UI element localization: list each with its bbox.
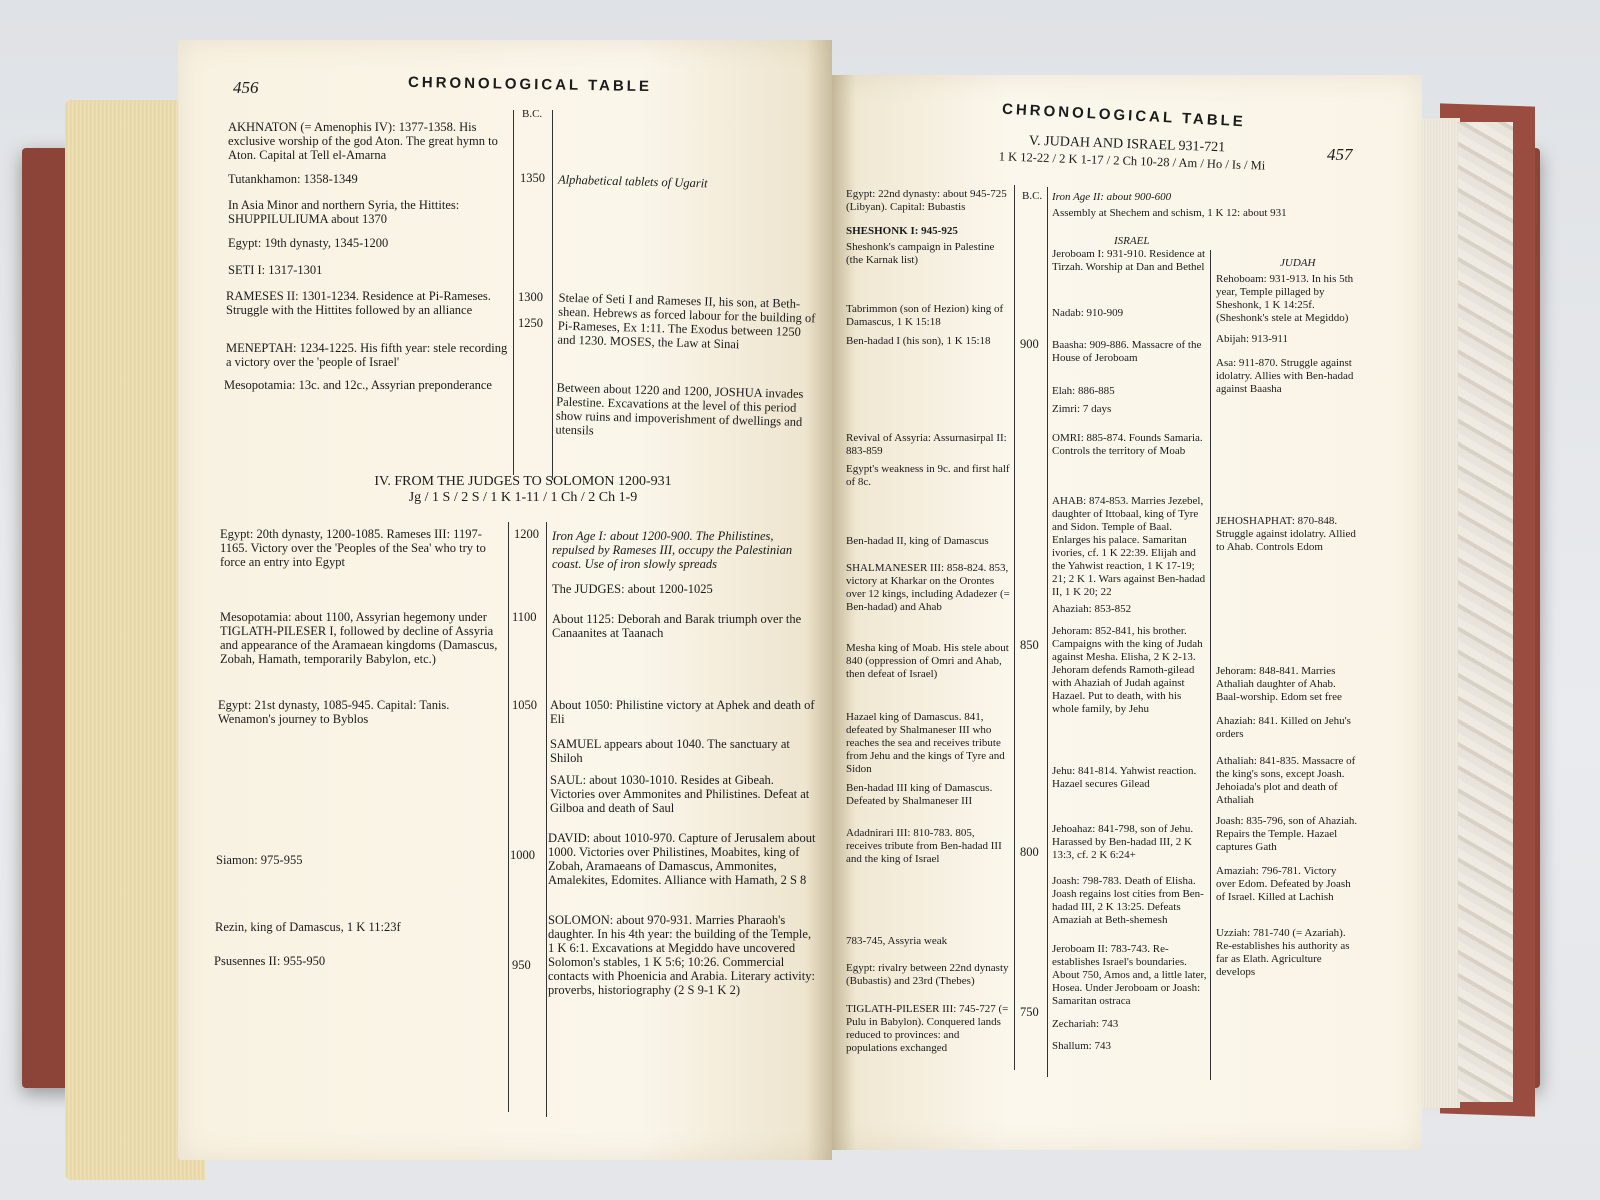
israel-entry: Jehoahaz: 841-798, son of Jehu. Harassed by Ben-hadad III, 2 K 13:3, cf. 2 K 6:24+ [1052, 823, 1194, 861]
date-marker: 900 [1020, 337, 1039, 351]
era-note: Iron Age II: about 900-600 [1052, 191, 1172, 203]
section-refs: 1 K 12-22 / 2 K 1-17 / 2 Ch 10-28 / Am / Ho / Is / Mi [998, 149, 1266, 173]
right-page [832, 75, 1422, 1150]
left-entry: TIGLATH-PILESER III: 745-727 (= Pulu in Babylon). Conquered lands reduced to provinces: and populations exchanged [846, 1003, 1009, 1054]
table-row: SETI I: 1317-1301 [228, 263, 323, 277]
israel-entry: Nadab: 910-909 [1052, 307, 1124, 319]
date-marker: 950 [512, 958, 531, 972]
left-entry: 783-745, Assyria weak [846, 935, 948, 947]
table-row-right: Between about 1220 and 1200, JOSHUA invades Palestine. Excavations at the level of this period show ruins and impoverishment of dwellings and utensils [555, 380, 804, 438]
israel-entry: Elah: 886-885 [1052, 385, 1115, 397]
israel-entry: Jeroboam I: 931-910. Residence at Tirzah. Worship at Dan and Bethel [1052, 248, 1206, 273]
date-marker: 850 [1020, 638, 1039, 652]
left-entry: Egypt's weakness in 9c. and first half of 8c. [846, 463, 1010, 488]
section-refs: Jg / 1 S / 2 S / 1 K 1-11 / 1 Ch / 2 Ch 1-9 [408, 490, 638, 505]
israel-entry: Shallum: 743 [1052, 1040, 1111, 1052]
judah-entry: Athaliah: 841-835. Massacre of the king's sons, except Joash. Jehoiada's plot and death of Athaliah [1216, 755, 1356, 806]
left-page [178, 40, 832, 1160]
page-block-right [1420, 118, 1460, 1108]
era-note: Assembly at Shechem and schism, 1 K 12: about 931 [1052, 207, 1287, 219]
running-header: CHRONOLOGICAL TABLE [407, 73, 653, 96]
judah-entry: Uzziah: 781-740 (= Azariah). Re-establishes his authority as far as Elath. Agriculture develops [1216, 927, 1350, 978]
left-entry: Egypt: rivalry between 22nd dynasty (Bubastis) and 23rd (Thebes) [846, 962, 1009, 987]
judah-entry: Amaziah: 796-781. Victory over Edom. Defeated by Joash of Israel. Killed at Lachish [1216, 865, 1351, 903]
section-title: V. JUDAH AND ISRAEL 931-721 [1028, 133, 1226, 156]
table-row: Siamon: 975-955 [216, 853, 303, 867]
table-row-right: Stelae of Seti I and Rameses II, his son, at Beth-shean. Hebrews as forced labour for the building of Pi-Rameses, Ex 1:11. The Exodus between 1250 and 1230. MOSES, the Law at Sinai [557, 290, 816, 352]
table-row: Egypt: 21st dynasty, 1085-945. Capital: Tanis. Wenamon's journey to Byblos [218, 698, 450, 726]
judah-entry: Rehoboam: 931-913. In his 5th year, Temple pillaged by Sheshonk, 1 K 14:25f. (Sheshonk's stele at Megiddo) [1216, 273, 1354, 324]
table-row: Rezin, king of Damascus, 1 K 11:23f [215, 920, 401, 934]
israel-entry: Joash: 798-783. Death of Elisha. Joash regains lost cities from Ben-hadad III, 2 K 13:25. Defeats Amaziah at Beth-shemesh [1052, 875, 1204, 926]
left-entry: Egypt: 22nd dynasty: about 945-725 (Libyan). Capital: Bubastis [846, 188, 1007, 213]
date-marker: 1100 [512, 610, 537, 624]
table-row: Mesopotamia: 13c. and 12c., Assyrian preponderance [224, 378, 492, 392]
israel-entry: OMRI: 885-874. Founds Samaria. Controls the territory of Moab [1052, 432, 1203, 457]
date-marker: 1250 [518, 316, 543, 330]
judah-entry: Ahaziah: 841. Killed on Jehu's orders [1216, 715, 1351, 740]
left-entry: Adadnirari III: 810-783. 805, receives tribute from Ben-hadad III and the king of Israel [846, 827, 1002, 865]
date-marker: 1050 [512, 698, 537, 712]
column-rule [1047, 187, 1048, 1077]
left-entry: Hazael king of Damascus. 841, defeated by Shalmaneser III who reaches the sea and receives tribute from Jehu and the kings of Tyre and Sidon [846, 711, 1005, 775]
table-row-right: About 1050: Philistine victory at Aphek and death of Eli [550, 698, 815, 726]
israel-entry: Ahaziah: 853-852 [1052, 603, 1132, 615]
date-marker: 750 [1020, 1005, 1039, 1019]
column-rule [552, 110, 553, 480]
left-entry: Revival of Assyria: Assurnasirpal II: 883-859 [846, 432, 1007, 457]
table-row: Mesopotamia: about 1100, Assyrian hegemony under TIGLATH-PILESER I, followed by decline of Assyria and appearance of the Aramaean kingdoms (Damascus, Zobah, Hamath, temporarily Babylon, etc.) [220, 610, 498, 666]
section-title: IV. FROM THE JUDGES TO SOLOMON 1200-931 [374, 474, 672, 489]
table-row-right: SOLOMON: about 970-931. Marries Pharaoh's daughter. In his 4th year: the building of the Temple, 1 K 6:1. Excavations at Megiddo have uncovered Solomon's stables, 1 K 5:6; 10:26. Commercial contacts with Phoenicia and Arabia. Literary activity: proverbs, historiography (2 S 9-1 K 2) [548, 913, 815, 997]
judah-label: JUDAH [1280, 257, 1316, 269]
marbled-endpaper [1458, 122, 1513, 1102]
table-row-right: SAUL: about 1030-1010. Resides at Gibeah. Victories over Ammonites and Philistines. Defeat at Gilboa and death of Saul [550, 773, 810, 815]
israel-entry: Jehoram: 852-841, his brother. Campaigns with the king of Judah against Mesha. Elisha, 2 K 2-13. Jehoram defends Ramoth-gilead with Ahaziah of Judah against Hazael. Put to death, with his whole family, by Jehu [1052, 625, 1203, 715]
table-row: Psusennes II: 955-950 [214, 954, 326, 968]
table-row-right: The JUDGES: about 1200-1025 [552, 582, 713, 596]
table-row: Egypt: 20th dynasty, 1200-1085. Rameses III: 1197-1165. Victory over the 'Peoples of the Sea' who try to force an entry into Egypt [220, 527, 486, 569]
date-marker: 1350 [520, 171, 545, 185]
left-entry: Ben-hadad I (his son), 1 K 15:18 [846, 335, 991, 347]
column-rule [1210, 250, 1211, 1080]
date-marker: 1300 [518, 290, 543, 304]
israel-label: ISRAEL [1114, 235, 1150, 247]
table-row-right: DAVID: about 1010-970. Capture of Jerusalem about 1000. Victories over Philistines, Moabites, king of Zobah, Aramaeans of Damascus, Ammonites, Amalekites, Edomites. Alliance with Hamath, 2 S 8 [548, 831, 816, 887]
table-row: Tutankhamon: 1358-1349 [228, 172, 358, 186]
table-row-right: Iron Age I: about 1200-900. The Philistines, repulsed by Rameses III, occupy the Palestinian coast. Use of iron slowly spreads [552, 529, 793, 571]
table-row: AKHNATON (= Amenophis IV): 1377-1358. His exclusive worship of the god Aton. The great hymn to Aton. Capital at Tell el-Amarna [228, 120, 498, 162]
table-row-right: Alphabetical tablets of Ugarit [557, 172, 708, 191]
table-row: RAMESES II: 1301-1234. Residence at Pi-Rameses. Struggle with the Hittites followed by an alliance [226, 289, 491, 317]
israel-entry: AHAB: 874-853. Marries Jezebel, daughter of Ittobaal, king of Tyre and Sidon. Temple of Baal. Enlarges his palace. Samaritan ivories, cf. 1 K 22:39. Elijah and the Yahwist reaction, 1 K 17-19; 21; 2 K 1. Wars against Ben-hadad II, 1 K 20; 22 [1052, 495, 1206, 598]
left-entry: Ben-hadad III king of Damascus. Defeated by Shalmaneser III [846, 782, 993, 807]
date-marker: 1000 [510, 848, 535, 862]
judah-entry: Joash: 835-796, son of Ahaziah. Repairs the Temple. Hazael captures Gath [1216, 815, 1358, 853]
left-entry: Ben-hadad II, king of Damascus [846, 535, 989, 547]
date-marker: 800 [1020, 845, 1039, 859]
judah-entry: Abijah: 913-911 [1216, 333, 1288, 345]
left-entry: SHALMANESER III: 858-824. 853, victory at Kharkar on the Orontes over 12 kings, including Adadezer (= Ben-hadad) and Ahab [846, 562, 1010, 613]
israel-entry: Zimri: 7 days [1052, 403, 1112, 415]
date-marker: 1200 [514, 527, 539, 541]
table-row: In Asia Minor and northern Syria, the Hittites: SHUPPILULIUMA about 1370 [228, 198, 460, 226]
left-entry: Sheshonk's campaign in Palestine (the Karnak list) [846, 241, 995, 266]
israel-entry: Jehu: 841-814. Yahwist reaction. Hazael secures Gilead [1052, 765, 1197, 790]
israel-entry: Zechariah: 743 [1052, 1018, 1119, 1030]
bc-label: B.C. [1022, 190, 1043, 202]
table-row: MENEPTAH: 1234-1225. His fifth year: stele recording a victory over the 'people of Israel' [226, 341, 508, 369]
column-rule [513, 110, 514, 475]
judah-entry: JEHOSHAPHAT: 870-848. Struggle against idolatry. Allied to Ahab. Controls Edom [1216, 515, 1356, 553]
column-rule [546, 522, 547, 1117]
israel-entry: Jeroboam II: 783-743. Re-establishes Israel's boundaries. About 750, Amos and, a little later, Hosea. Under Jeroboam or Joash: Samaritan ostraca [1052, 943, 1207, 1007]
page-number: 457 [1327, 145, 1353, 164]
column-rule [508, 522, 509, 1112]
table-row: Egypt: 19th dynasty, 1345-1200 [228, 236, 389, 250]
table-row-right: About 1125: Deborah and Barak triumph over the Canaanites at Taanach [552, 612, 802, 640]
left-entry: SHESHONK I: 945-925 [846, 225, 958, 237]
page-number: 456 [233, 78, 259, 97]
table-row-right: SAMUEL appears about 1040. The sanctuary at Shiloh [550, 737, 790, 765]
left-entry: Mesha king of Moab. His stele about 840 (oppression of Omri and Ahab, then defeat of Israel) [846, 642, 1009, 680]
judah-entry: Jehoram: 848-841. Marries Athaliah daughter of Ahab. Baal-worship. Edom set free [1216, 665, 1342, 703]
column-rule [1014, 185, 1015, 1070]
running-header: CHRONOLOGICAL TABLE [1001, 100, 1247, 131]
judah-entry: Asa: 911-870. Struggle against idolatry. Allies with Ben-hadad against Baasha [1216, 357, 1354, 395]
bc-label: B.C. [522, 108, 543, 120]
left-entry: Tabrimmon (son of Hezion) king of Damascus, 1 K 15:18 [846, 303, 1004, 328]
israel-entry: Baasha: 909-886. Massacre of the House of Jeroboam [1052, 339, 1202, 364]
